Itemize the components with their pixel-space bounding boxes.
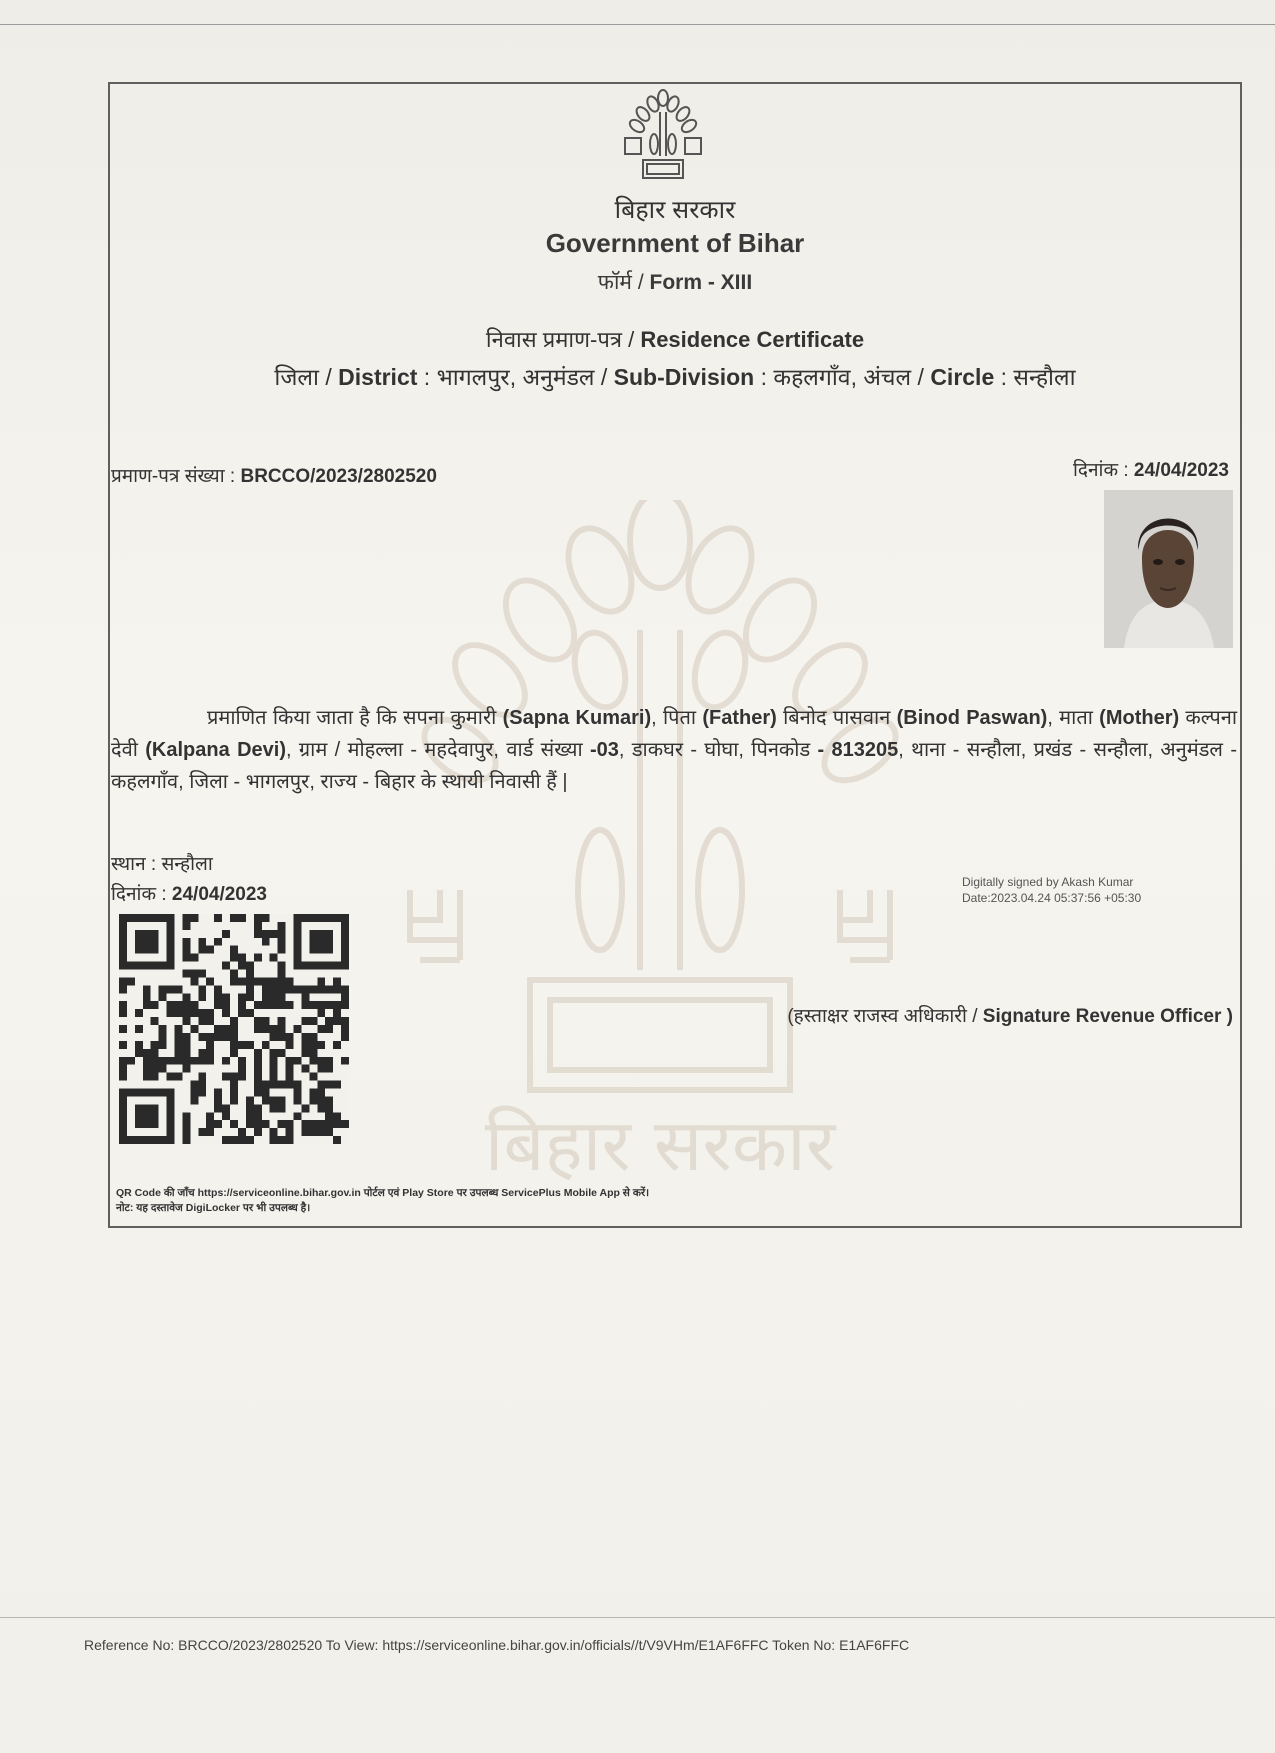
qr-verification-note bbox=[116, 1186, 649, 1216]
body-text-5: कल्पना देवी bbox=[111, 707, 1238, 761]
qr-code bbox=[119, 914, 349, 1144]
form-label-english: Form - XIII bbox=[649, 271, 753, 294]
body-text-8: , थाना - सन्हौला, प्रखंड - सन्हौला, अनुमंडल - कहलगाँव, जिला - भागलपुर, राज्य - बिहार के स्थायी निवासी हैं | bbox=[111, 739, 1237, 793]
mother-name-english: (Kalpana Devi) bbox=[145, 739, 286, 761]
body-text-1: प्रमाणित किया जाता है कि सपना कुमारी bbox=[207, 707, 503, 729]
digital-signature-signer: Digitally signed by Akash Kumar bbox=[962, 875, 1134, 889]
ward-number: -03 bbox=[590, 739, 619, 761]
form-number bbox=[108, 268, 1242, 296]
government-title-hindi: बिहार सरकार bbox=[614, 196, 736, 224]
place-date bbox=[111, 880, 267, 906]
qr-note-line-2: नोट: यह दस्तावेज DigiLocker पर भी उपलब्ध है। bbox=[116, 1202, 311, 1214]
issue-date-value: 24/04/2023 bbox=[1133, 460, 1229, 481]
applicant-photo bbox=[1104, 490, 1233, 648]
certificate-number-label: प्रमाण-पत्र संख्या : bbox=[111, 466, 241, 487]
circle-label-hindi: अंचल / bbox=[863, 364, 931, 390]
signature-caption-hindi: (हस्ताक्षर राजस्व अधिकारी / bbox=[787, 1006, 983, 1027]
body-text-2: , पिता bbox=[651, 707, 703, 729]
mother-label: (Mother) bbox=[1099, 707, 1180, 729]
district-value: : भागलपुर, bbox=[417, 364, 523, 390]
bihar-state-emblem-icon bbox=[621, 88, 705, 186]
certificate-number bbox=[111, 462, 437, 488]
place: स्थान : सन्हौला bbox=[111, 854, 213, 875]
place-date-value: 24/04/2023 bbox=[171, 884, 267, 905]
signature-caption bbox=[787, 1002, 1233, 1028]
place-date-label: दिनांक : bbox=[111, 884, 172, 905]
digital-signature-date: Date:2023.04.24 05:37:56 +05:30 bbox=[962, 891, 1142, 905]
circle-label: Circle bbox=[930, 364, 995, 390]
digital-signature bbox=[962, 874, 1141, 906]
form-label-hindi: फॉर्म / bbox=[597, 271, 650, 294]
signature-caption-english: Signature Revenue Officer ) bbox=[982, 1006, 1233, 1027]
certificate-title-english: Residence Certificate bbox=[640, 327, 865, 352]
pincode: - 813205 bbox=[817, 739, 899, 761]
reference-line: Reference No: BRCCO/2023/2802520 To View: https://serviceonline.bihar.gov.in/officials//t/V9VHm/E1AF6FFC Token No: E1AF6FFC bbox=[84, 1637, 910, 1653]
watermark-text: बिहार सरकार bbox=[484, 1103, 836, 1187]
certificate-number-value: BRCCO/2023/2802520 bbox=[240, 466, 437, 487]
certificate-body bbox=[111, 702, 1237, 798]
circle-value: : सन्हौला bbox=[994, 364, 1076, 390]
applicant-name-english: (Sapna Kumari) bbox=[502, 707, 652, 729]
certificate-title-hindi: निवास प्रमाण-पत्र / bbox=[485, 327, 641, 352]
government-title: Government of Bihar bbox=[545, 228, 805, 258]
district-label: District bbox=[338, 364, 418, 390]
certificate-title bbox=[108, 324, 1242, 354]
issue-date-label: दिनांक : bbox=[1073, 460, 1134, 481]
body-text-7: , डाकघर - घोघा, पिनकोड bbox=[618, 739, 818, 761]
footer-divider bbox=[0, 1617, 1275, 1618]
subdivision-label-hindi: अनुमंडल / bbox=[522, 364, 614, 390]
father-label: (Father) bbox=[702, 707, 777, 729]
subdivision-label: Sub-Division bbox=[613, 364, 755, 390]
body-text-4: , माता bbox=[1047, 707, 1100, 729]
body-text-3: बिनोद पासवान bbox=[776, 707, 897, 729]
father-name-english: (Binod Paswan) bbox=[896, 707, 1048, 729]
subdivision-value: : कहलगाँव, bbox=[754, 364, 864, 390]
issue-date bbox=[1073, 456, 1229, 482]
body-text-6: , ग्राम / मोहल्ला - महदेवापुर, वार्ड संख्या bbox=[285, 739, 591, 761]
paper-top-edge bbox=[0, 24, 1275, 25]
district-label-hindi: जिला / bbox=[274, 364, 339, 390]
watermark-emblem-icon bbox=[400, 500, 920, 1200]
qr-note-line-1: QR Code की जाँच https://serviceonline.bihar.gov.in पोर्टल एवं Play Store पर उपलब्ध ServicePlus Mobile App से करें। bbox=[116, 1187, 650, 1199]
jurisdiction-line bbox=[108, 360, 1242, 392]
